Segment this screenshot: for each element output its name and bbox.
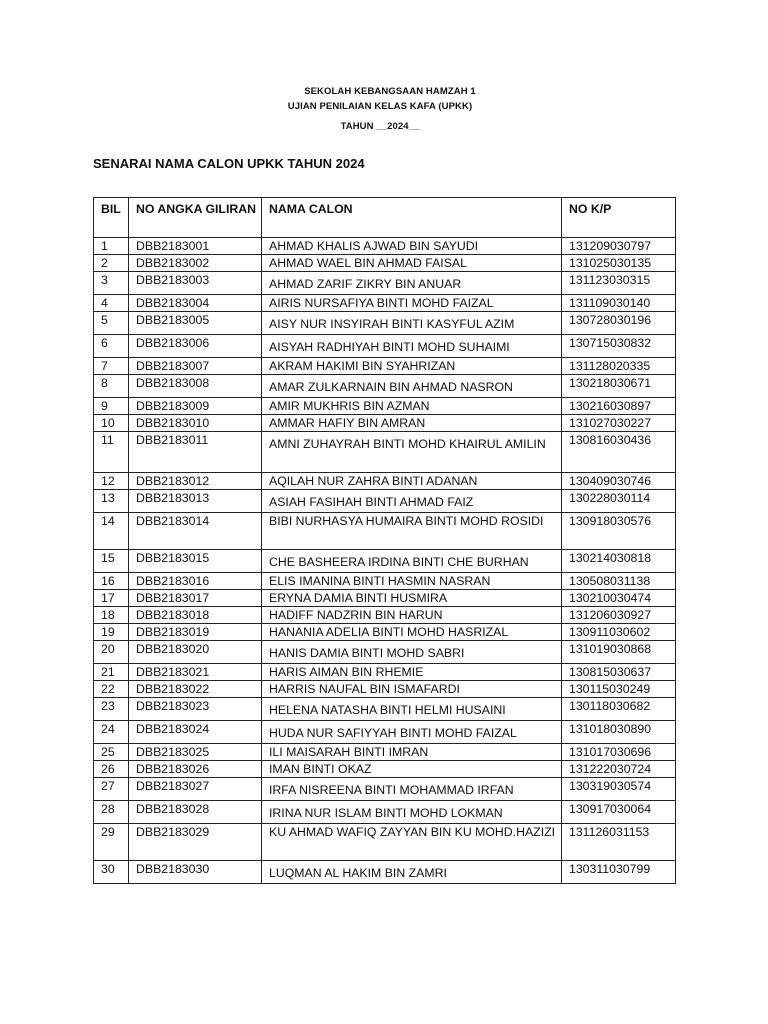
table-row [94, 573, 676, 590]
row-nama-calon: ELIS IMANINA BINTI HASMIN NASRAN [262, 573, 562, 590]
row-nama-calon: AMNI ZUHAYRAH BINTI MOHD KHAIRUL AMILIN [262, 432, 562, 473]
row-bil: 4 [94, 295, 129, 312]
row-angka-giliran: DBB2183021 [129, 664, 262, 681]
row-no-kp: 130728030196 [562, 312, 676, 335]
row-nama-calon: ERYNA DAMIA BINTI HUSMIRA [262, 590, 562, 607]
row-nama-calon: ILI MAISARAH BINTI IMRAN [262, 744, 562, 761]
row-angka-giliran: DBB2183014 [129, 513, 262, 550]
row-nama-calon: AHMAD KHALIS AJWAD BIN SAYUDI [262, 238, 562, 255]
table-row [94, 824, 676, 861]
table-row [94, 432, 676, 473]
row-nama-calon: KU AHMAD WAFIQ ZAYYAN BIN KU MOHD.HAZIZI [262, 824, 562, 861]
row-no-kp: 131017030696 [562, 744, 676, 761]
row-nama-calon: ASIAH FASIHAH BINTI AHMAD FAIZ [262, 490, 562, 513]
table-row [94, 664, 676, 681]
row-no-kp: 130228030114 [562, 490, 676, 513]
row-nama-calon: LUQMAN AL HAKIM BIN ZAMRI [262, 861, 562, 884]
header-bil: BIL [94, 198, 129, 238]
table-row [94, 272, 676, 295]
row-bil: 2 [94, 255, 129, 272]
row-bil: 20 [94, 641, 129, 664]
row-bil: 13 [94, 490, 129, 513]
candidate-table [93, 197, 676, 884]
table-row [94, 861, 676, 884]
row-nama-calon: AHMAD ZARIF ZIKRY BIN ANUAR [262, 272, 562, 295]
exam-year: TAHUN __2024__ [340, 121, 420, 132]
row-no-kp: 131019030868 [562, 641, 676, 664]
table-row [94, 681, 676, 698]
header-angka-giliran: NO ANGKA GILIRAN [129, 198, 262, 238]
row-angka-giliran: DBB2183011 [129, 432, 262, 473]
table-row [94, 698, 676, 721]
row-bil: 1 [94, 238, 129, 255]
row-angka-giliran: DBB2183029 [129, 824, 262, 861]
row-no-kp: 130214030818 [562, 550, 676, 573]
row-no-kp: 131126031153 [562, 824, 676, 861]
row-angka-giliran: DBB2183009 [129, 398, 262, 415]
row-no-kp: 131123030315 [562, 272, 676, 295]
row-no-kp: 130319030574 [562, 778, 676, 801]
row-bil: 21 [94, 664, 129, 681]
row-bil: 17 [94, 590, 129, 607]
table-row [94, 358, 676, 375]
row-no-kp: 130508031138 [562, 573, 676, 590]
row-angka-giliran: DBB2183030 [129, 861, 262, 884]
table-row [94, 255, 676, 272]
row-nama-calon: CHE BASHEERA IRDINA BINTI CHE BURHAN [262, 550, 562, 573]
row-angka-giliran: DBB2183008 [129, 375, 262, 398]
row-angka-giliran: DBB2183022 [129, 681, 262, 698]
table-row [94, 778, 676, 801]
row-angka-giliran: DBB2183020 [129, 641, 262, 664]
row-bil: 7 [94, 358, 129, 375]
row-angka-giliran: DBB2183023 [129, 698, 262, 721]
row-no-kp: 131027030227 [562, 415, 676, 432]
row-bil: 23 [94, 698, 129, 721]
row-no-kp: 130911030602 [562, 624, 676, 641]
row-bil: 9 [94, 398, 129, 415]
row-nama-calon: IMAN BINTI OKAZ [262, 761, 562, 778]
row-no-kp: 131128020335 [562, 358, 676, 375]
row-nama-calon: HARIS AIMAN BIN RHEMIE [262, 664, 562, 681]
table-row [94, 375, 676, 398]
row-nama-calon: AMIR MUKHRIS BIN AZMAN [262, 398, 562, 415]
row-nama-calon: AHMAD WAEL BIN AHMAD FAISAL [262, 255, 562, 272]
row-no-kp: 130409030746 [562, 473, 676, 490]
table-row [94, 744, 676, 761]
table-row [94, 641, 676, 664]
row-bil: 26 [94, 761, 129, 778]
row-angka-giliran: DBB2183019 [129, 624, 262, 641]
row-angka-giliran: DBB2183005 [129, 312, 262, 335]
row-no-kp: 131206030927 [562, 607, 676, 624]
row-no-kp: 130918030576 [562, 513, 676, 550]
row-no-kp: 130816030436 [562, 432, 676, 473]
row-bil: 15 [94, 550, 129, 573]
row-no-kp: 131109030140 [562, 295, 676, 312]
row-angka-giliran: DBB2183015 [129, 550, 262, 573]
row-angka-giliran: DBB2183027 [129, 778, 262, 801]
table-row [94, 490, 676, 513]
row-angka-giliran: DBB2183006 [129, 335, 262, 358]
table-row [94, 550, 676, 573]
table-row [94, 295, 676, 312]
row-bil: 5 [94, 312, 129, 335]
row-no-kp: 130210030474 [562, 590, 676, 607]
row-angka-giliran: DBB2183012 [129, 473, 262, 490]
row-bil: 24 [94, 721, 129, 744]
row-bil: 22 [94, 681, 129, 698]
row-no-kp: 130917030064 [562, 801, 676, 824]
row-nama-calon: AISY NUR INSYIRAH BINTI KASYFUL AZIM [262, 312, 562, 335]
row-angka-giliran: DBB2183007 [129, 358, 262, 375]
row-nama-calon: BIBI NURHASYA HUMAIRA BINTI MOHD ROSIDI [262, 513, 562, 550]
row-nama-calon: HARRIS NAUFAL BIN ISMAFARDI [262, 681, 562, 698]
row-bil: 11 [94, 432, 129, 473]
row-bil: 29 [94, 824, 129, 861]
row-angka-giliran: DBB2183025 [129, 744, 262, 761]
table-header-row [94, 198, 676, 238]
exam-name: UJIAN PENILAIAN KELAS KAFA (UPKK) [287, 101, 473, 112]
row-nama-calon: AKRAM HAKIMI BIN SYAHRIZAN [262, 358, 562, 375]
row-nama-calon: AQILAH NUR ZAHRA BINTI ADANAN [262, 473, 562, 490]
row-angka-giliran: DBB2183004 [129, 295, 262, 312]
table-row [94, 415, 676, 432]
row-bil: 3 [94, 272, 129, 295]
row-no-kp: 131222030724 [562, 761, 676, 778]
row-bil: 16 [94, 573, 129, 590]
row-bil: 8 [94, 375, 129, 398]
table-row [94, 761, 676, 778]
table-row [94, 590, 676, 607]
row-nama-calon: HADIFF NADZRIN BIN HARUN [262, 607, 562, 624]
row-angka-giliran: DBB2183016 [129, 573, 262, 590]
row-no-kp: 130311030799 [562, 861, 676, 884]
row-angka-giliran: DBB2183013 [129, 490, 262, 513]
row-nama-calon: IRFA NISREENA BINTI MOHAMMAD IRFAN [262, 778, 562, 801]
row-nama-calon: HANIS DAMIA BINTI MOHD SABRI [262, 641, 562, 664]
table-row [94, 238, 676, 255]
row-nama-calon: AMMAR HAFIY BIN AMRAN [262, 415, 562, 432]
row-angka-giliran: DBB2183002 [129, 255, 262, 272]
row-angka-giliran: DBB2183028 [129, 801, 262, 824]
row-no-kp: 130715030832 [562, 335, 676, 358]
row-no-kp: 130218030671 [562, 375, 676, 398]
row-no-kp: 130815030637 [562, 664, 676, 681]
row-bil: 19 [94, 624, 129, 641]
row-nama-calon: HUDA NUR SAFIYYAH BINTI MOHD FAIZAL [262, 721, 562, 744]
table-row [94, 312, 676, 335]
table-row [94, 513, 676, 550]
row-no-kp: 130216030897 [562, 398, 676, 415]
header-no-kp: NO K/P [562, 198, 676, 238]
row-bil: 6 [94, 335, 129, 358]
row-nama-calon: HELENA NATASHA BINTI HELMI HUSAINI [262, 698, 562, 721]
row-bil: 10 [94, 415, 129, 432]
row-nama-calon: AIRIS NURSAFIYA BINTI MOHD FAIZAL [262, 295, 562, 312]
row-nama-calon: AMAR ZULKARNAIN BIN AHMAD NASRON [262, 375, 562, 398]
row-nama-calon: AISYAH RADHIYAH BINTI MOHD SUHAIMI [262, 335, 562, 358]
page-title: SENARAI NAMA CALON UPKK TAHUN 2024 [93, 156, 365, 171]
row-no-kp: 130118030682 [562, 698, 676, 721]
row-bil: 18 [94, 607, 129, 624]
row-no-kp: 131018030890 [562, 721, 676, 744]
row-nama-calon: IRINA NUR ISLAM BINTI MOHD LOKMAN [262, 801, 562, 824]
table-row [94, 624, 676, 641]
row-angka-giliran: DBB2183001 [129, 238, 262, 255]
row-no-kp: 131209030797 [562, 238, 676, 255]
school-name: SEKOLAH KEBANGSAAN HAMZAH 1 [304, 86, 476, 97]
row-bil: 30 [94, 861, 129, 884]
row-nama-calon: HANANIA ADELIA BINTI MOHD HASRIZAL [262, 624, 562, 641]
row-bil: 28 [94, 801, 129, 824]
row-angka-giliran: DBB2183018 [129, 607, 262, 624]
row-bil: 14 [94, 513, 129, 550]
row-angka-giliran: DBB2183017 [129, 590, 262, 607]
row-angka-giliran: DBB2183024 [129, 721, 262, 744]
table-row [94, 398, 676, 415]
table-row [94, 721, 676, 744]
table-row [94, 801, 676, 824]
table-row [94, 607, 676, 624]
row-bil: 12 [94, 473, 129, 490]
row-bil: 25 [94, 744, 129, 761]
table-row [94, 335, 676, 358]
row-no-kp: 131025030135 [562, 255, 676, 272]
row-angka-giliran: DBB2183003 [129, 272, 262, 295]
header-nama-calon: NAMA CALON [262, 198, 562, 238]
row-bil: 27 [94, 778, 129, 801]
row-angka-giliran: DBB2183010 [129, 415, 262, 432]
row-angka-giliran: DBB2183026 [129, 761, 262, 778]
table-row [94, 473, 676, 490]
row-no-kp: 130115030249 [562, 681, 676, 698]
